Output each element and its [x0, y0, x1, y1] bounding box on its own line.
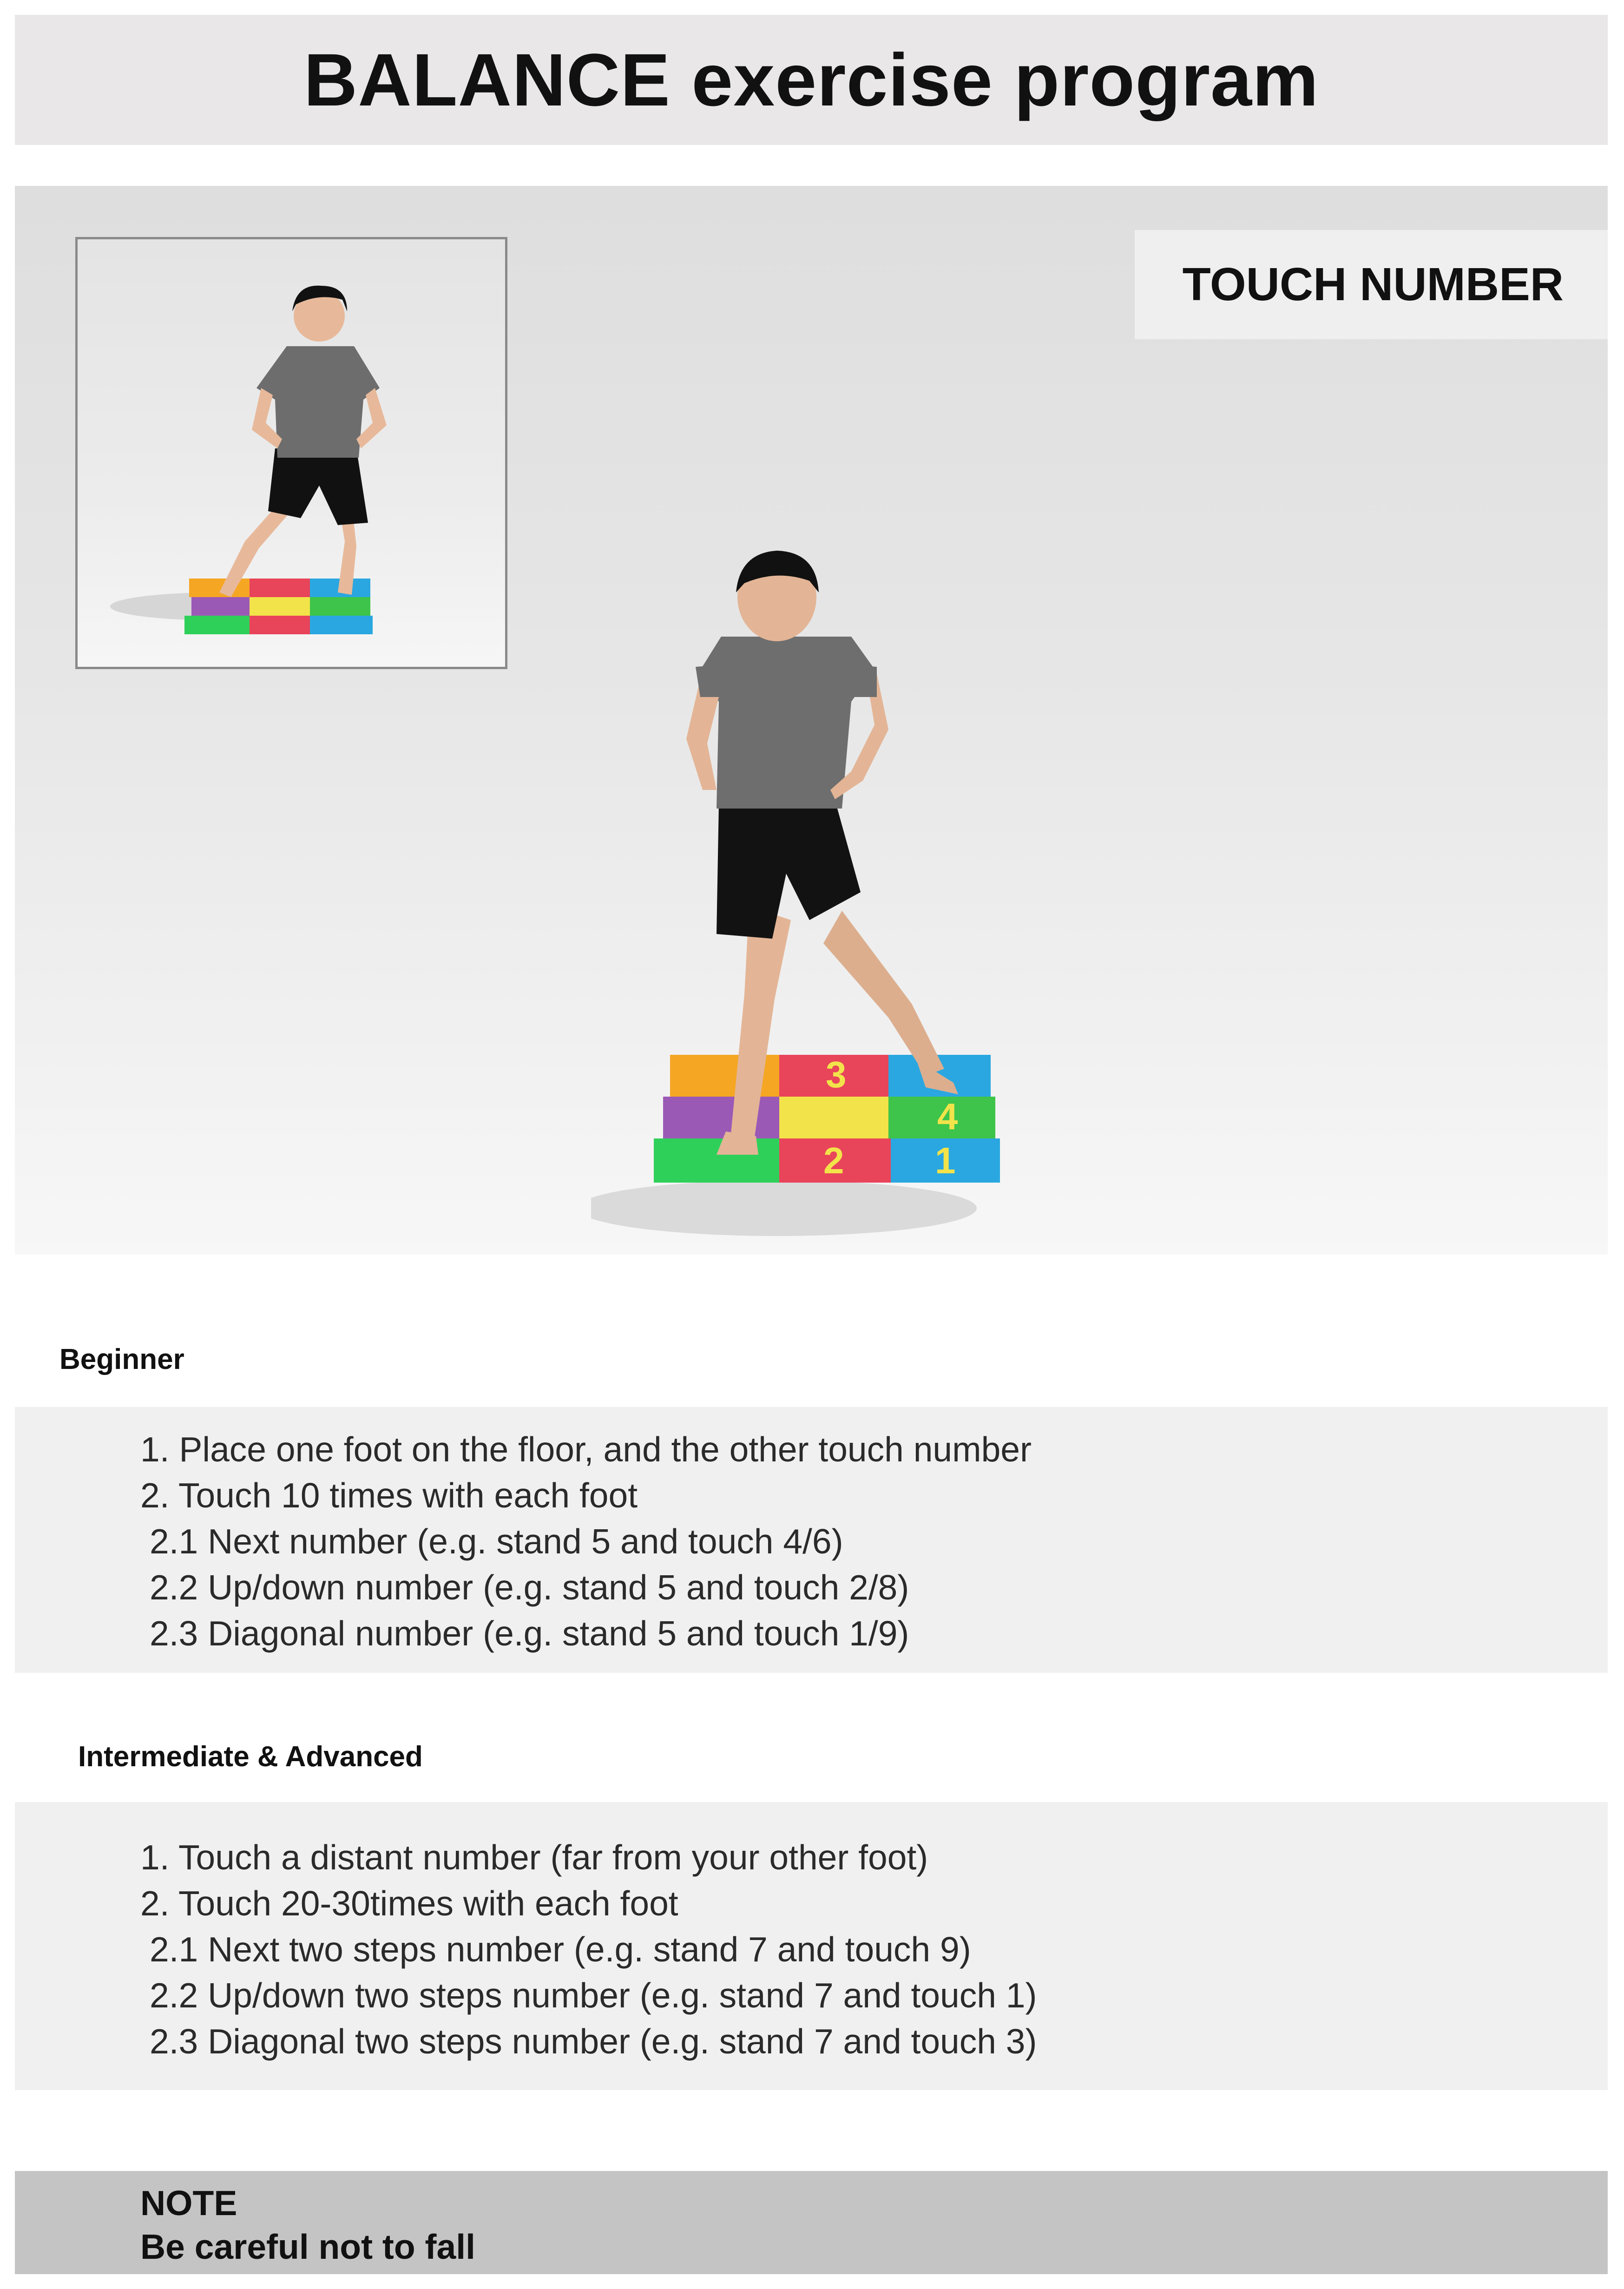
exercise-name-box — [1135, 230, 1608, 339]
number-mat — [654, 1054, 1000, 1183]
advanced-panel — [15, 1802, 1608, 2090]
exercise-photo-area — [15, 186, 1608, 1255]
mat-number: 1 — [935, 1140, 956, 1181]
beginner-substep: 2.3 Diagonal number (e.g. stand 5 and touch 1/9) — [150, 1614, 909, 1653]
mat-number: 3 — [826, 1054, 847, 1095]
inset-person-illustration — [78, 239, 505, 667]
beginner-substep: 2.1 Next number (e.g. stand 5 and touch 4/6) — [150, 1522, 843, 1561]
note-text: Be careful not to fall — [140, 2227, 475, 2266]
beginner-substep: 2.2 Up/down number (e.g. stand 5 and touch 2/8) — [150, 1568, 909, 1607]
mat-number: 4 — [937, 1096, 958, 1137]
inset-photo — [75, 237, 507, 669]
page-title: BALANCE exercise program — [303, 38, 1319, 121]
beginner-step: 1. Place one foot on the floor, and the other touch number — [140, 1430, 1032, 1469]
advanced-heading: Intermediate & Advanced — [78, 1741, 423, 1773]
advanced-substep: 2.3 Diagonal two steps number (e.g. stand 7 and touch 3) — [150, 2022, 1037, 2061]
advanced-substep: 2.2 Up/down two steps number (e.g. stand 7 and touch 1) — [150, 1976, 1037, 2015]
beginner-panel — [15, 1407, 1608, 1673]
title-bar — [15, 15, 1608, 145]
advanced-substep: 2.1 Next two steps number (e.g. stand 7 and touch 9) — [150, 1930, 971, 1969]
note-title: NOTE — [140, 2184, 237, 2223]
mat-number: 2 — [823, 1140, 844, 1181]
advanced-step: 1. Touch a distant number (far from your other foot) — [140, 1838, 928, 1877]
beginner-heading: Beginner — [59, 1343, 184, 1375]
advanced-step: 2. Touch 20-30times with each foot — [140, 1884, 678, 1923]
note-bar — [15, 2171, 1608, 2274]
exercise-name: TOUCH NUMBER — [1182, 258, 1564, 310]
beginner-step: 2. Touch 10 times with each foot — [140, 1476, 638, 1515]
main-person-illustration — [591, 548, 1102, 1255]
